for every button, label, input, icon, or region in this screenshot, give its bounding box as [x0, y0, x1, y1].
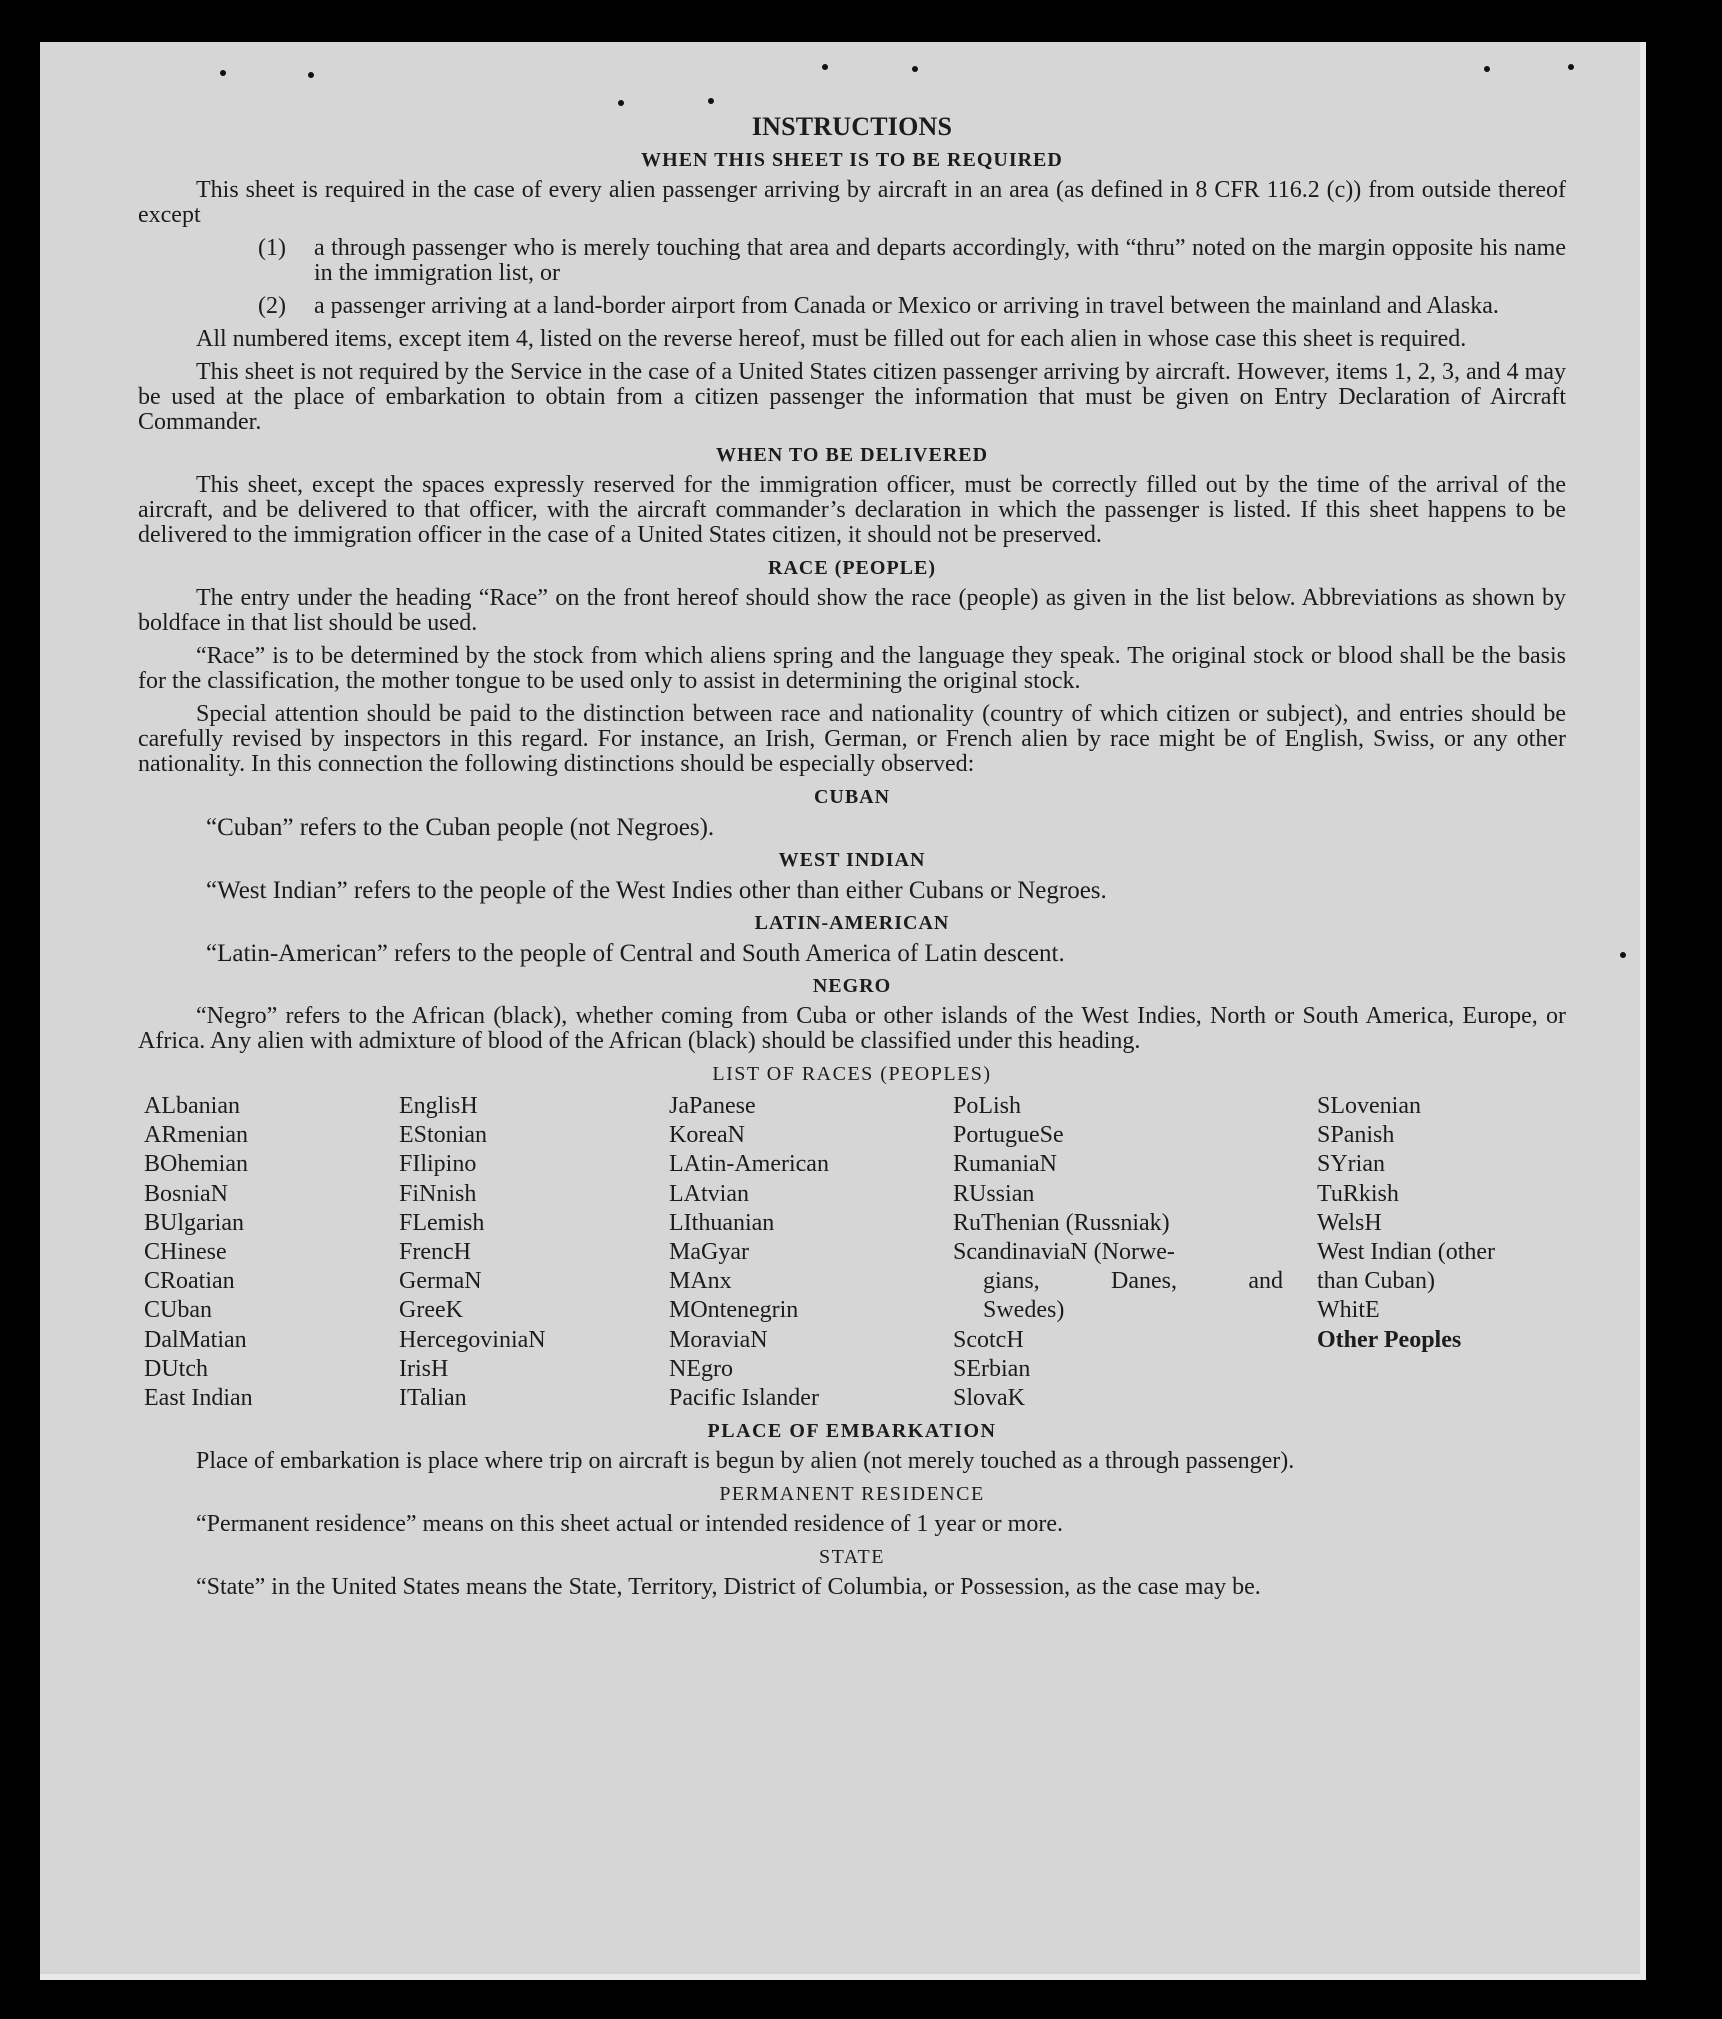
race-entry: FrencH [399, 1239, 471, 1266]
section-heading-west-indian: WEST INDIAN [778, 849, 926, 871]
paragraph-race-2: “Race” is to be determined by the stock from which aliens spring and the language they speak. The original stock or blood shall be the basis for the classification, the mother tongue to be used only to assist in determining the original stock. [138, 643, 1566, 694]
race-entry: DUtch [144, 1355, 208, 1382]
item-text: a through passenger who is merely touching that area and departs accordingly, with “thru” noted on the margin opposite his name in the immigration list, or [314, 235, 1566, 286]
speck [618, 100, 624, 106]
race-entry: ScotcH [953, 1326, 1024, 1353]
race-entry: PortugueSe [953, 1122, 1064, 1149]
race-entry: SLovenian [1317, 1093, 1421, 1119]
definition-latin-american: “Latin-American” refers to the people of Central and South America of Latin descent. [206, 940, 1065, 967]
paragraph-numbered-items: All numbered items, except item 4, listed on the reverse hereof, must be filled out for each alien in whose case this sheet is required. [196, 326, 1467, 352]
race-entry: HercegoviniaN [399, 1326, 546, 1353]
paragraph-citizen-passenger: This sheet is not required by the Service in the case of a United States citizen passenger arriving by aircraft. However, items 1, 2, 3, and 4 may be used at the place of embarkation to obtain from a citizen passenger the information that must be given on Entry Declaration of Aircraft Commander. [138, 359, 1566, 435]
race-entry: BOhemian [144, 1151, 248, 1178]
page-title: INSTRUCTIONS [751, 112, 953, 141]
paragraph-residence: “Permanent residence” means on this sheet actual or intended residence of 1 year or more. [196, 1511, 1063, 1538]
race-entry: SlovaK [953, 1385, 1025, 1412]
definition-west-indian: “West Indian” refers to the people of the West Indies other than either Cubans or Negroes. [206, 877, 1107, 904]
item-number: (1) [258, 235, 286, 261]
race-entry: PoLish [953, 1093, 1022, 1119]
race-entry: SErbian [953, 1355, 1031, 1382]
list-item [138, 236, 1566, 286]
speck [1620, 952, 1626, 958]
race-entry: EStonian [399, 1122, 487, 1149]
race-entry: SYrian [1317, 1151, 1385, 1178]
race-entry: FiNnish [399, 1180, 477, 1207]
section-heading-state: STATE [819, 1546, 885, 1569]
race-entry: RuThenian (Russniak) [953, 1209, 1170, 1236]
section-heading-list-of-races: LIST OF RACES (PEOPLES) [712, 1063, 992, 1085]
race-entry: LIthuanian [669, 1209, 775, 1236]
races-column-4 [953, 1092, 1317, 1413]
speck [912, 66, 918, 72]
race-entry: West Indian (other [1317, 1239, 1496, 1266]
race-entry: ScandinaviaN (Norwe- [953, 1239, 1175, 1266]
race-entry: DalMatian [144, 1326, 247, 1353]
race-entry: WelsH [1317, 1209, 1382, 1236]
race-entry: CHinese [144, 1239, 227, 1266]
race-entry: CUban [144, 1297, 212, 1324]
section-heading-embarkation: PLACE OF EMBARKATION [707, 1420, 997, 1443]
race-entry: ARmenian [144, 1122, 248, 1149]
race-entry: EnglisH [399, 1093, 478, 1119]
race-entry: JaPanese [669, 1093, 756, 1119]
race-entry: TuRkish [1317, 1180, 1399, 1207]
race-entry: RumaniaN [953, 1151, 1057, 1178]
race-entry: GreeK [399, 1297, 463, 1324]
race-entry: MaGyar [669, 1239, 749, 1266]
race-entry: SPanish [1317, 1122, 1395, 1149]
section-heading-latin-american: LATIN-AMERICAN [754, 912, 950, 934]
speck [220, 70, 226, 76]
races-list [144, 1092, 1566, 1413]
race-entry: FIlipino [399, 1151, 477, 1178]
race-entry: ITalian [399, 1385, 467, 1412]
race-entry: BUlgarian [144, 1209, 244, 1236]
race-entry: NEgro [669, 1355, 733, 1382]
item-text: a passenger arriving at a land-border airport from Canada or Mexico or arriving in travel between the mainland and Alaska. [314, 293, 1499, 319]
speck [822, 64, 828, 70]
speck [1484, 66, 1490, 72]
race-entry: Other Peoples [1317, 1326, 1462, 1353]
instructions-body [138, 112, 1566, 1608]
paragraph-embarkation: Place of embarkation is place where trip on aircraft is begun by alien (not merely touched as a through passenger). [196, 1448, 1295, 1475]
race-entry: Pacific Islander [669, 1385, 819, 1412]
race-entry: CRoatian [144, 1268, 235, 1295]
definition-cuban: “Cuban” refers to the Cuban people (not Negroes). [206, 814, 715, 841]
paragraph-race-1: The entry under the heading “Race” on the front hereof should show the race (people) as given in the list below. Abbreviations as shown by boldface in that list should be used. [138, 585, 1566, 636]
race-entry-continued: gians, Danes, and [983, 1268, 1283, 1295]
paragraph-race-3: Special attention should be paid to the distinction between race and nationality (country of which citizen or subject), and entries should be carefully revised by inspectors in this regard. For instance, an Irish, German, or French alien by race might be of English, Swiss, or any other nationality. In this connection the following distinctions should be especially observed: [138, 701, 1566, 777]
paragraph-state: “State” in the United States means the State, Territory, District of Columbia, or Possession, as the case may be. [196, 1574, 1261, 1601]
race-entry-continued: Swedes) [983, 1297, 1065, 1324]
race-entry: IrisH [399, 1355, 449, 1382]
paragraph-delivered: This sheet, except the spaces expressly reserved for the immigration officer, must be correctly filled out by the time of the arrival of the aircraft, and be delivered to that officer, with the aircraft commander’s declaration in which the passenger is listed. If this sheet happens to be delivered to the immigration officer in the case of a United States citizen, it should not be preserved. [138, 472, 1566, 548]
race-entry: MAnx [669, 1268, 732, 1295]
section-heading-delivered: WHEN TO BE DELIVERED [715, 444, 989, 466]
race-entry: East Indian [144, 1385, 253, 1412]
section-heading-cuban: CUBAN [813, 786, 891, 808]
race-entry: FLemish [399, 1209, 485, 1236]
race-entry: WhitE [1317, 1297, 1380, 1324]
speck [708, 98, 714, 104]
section-heading-negro: NEGRO [812, 975, 892, 997]
item-number: (2) [258, 293, 286, 319]
speck [308, 72, 314, 78]
race-entry: KoreaN [669, 1122, 745, 1149]
section-heading-race: RACE (PEOPLE) [768, 557, 936, 579]
race-entry: BosniaN [144, 1180, 228, 1207]
paragraph-required-intro: This sheet is required in the case of every alien passenger arriving by aircraft in an area (as defined in 8 CFR 116.2 (c)) from outside thereof except [138, 177, 1566, 228]
list-item [138, 294, 1566, 319]
race-entry: LAtin-American [669, 1151, 829, 1178]
race-entry: MOntenegrin [669, 1297, 799, 1324]
race-entry: ALbanian [144, 1093, 240, 1119]
race-entry: LAtvian [669, 1180, 749, 1207]
paragraph-negro: “Negro” refers to the African (black), whether coming from Cuba or other islands of the West Indies, North or South America, Europe, or Africa. Any alien with admixture of blood of the African (black) should be classified under this heading. [138, 1003, 1566, 1054]
races-column-5 [1317, 1092, 1567, 1413]
race-entry: RUssian [953, 1180, 1035, 1207]
section-heading-required: WHEN THIS SHEET IS TO BE REQUIRED [641, 149, 1063, 171]
races-column-3 [669, 1092, 953, 1413]
races-column-1 [144, 1092, 399, 1413]
race-entry-continued: than Cuban) [1317, 1268, 1435, 1295]
races-column-2 [399, 1092, 669, 1413]
race-entry: GermaN [399, 1268, 482, 1295]
race-entry: MoraviaN [669, 1326, 768, 1353]
section-heading-residence: PERMANENT RESIDENCE [719, 1483, 985, 1506]
document-page [40, 42, 1646, 1980]
speck [1568, 64, 1574, 70]
